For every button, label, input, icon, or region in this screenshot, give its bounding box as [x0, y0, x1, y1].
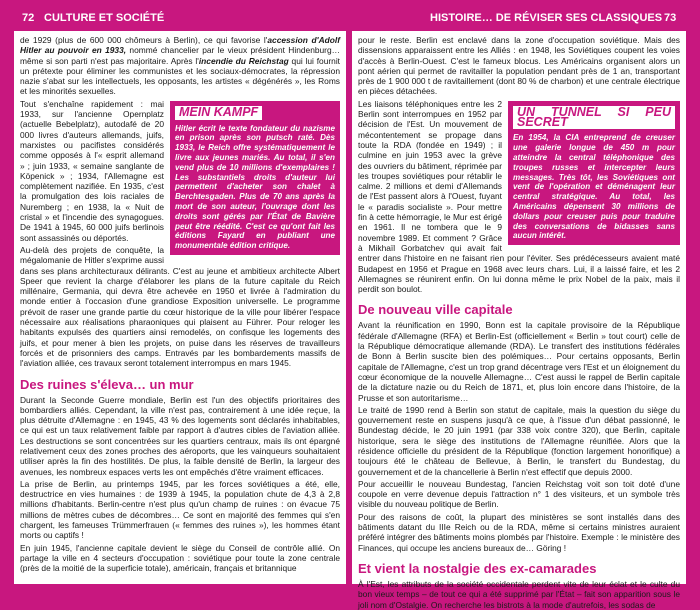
left-paragraph: La prise de Berlin, au printemps 1945, par les forces soviétiques a été, elle, destructrice en vies humaines : de 1939 à 1945, la population chute de 4,3 à 2,8 millions d'habitants. Berlin-centre n'est plus qu'un champ de ruines : on évacue 75 millions de mètres cubes de décombres… Ce sont en majorité des femmes qui s'en chargent, les fameuses Trümmerfrauen (« femmes des ruines »), les hommes étant morts ou captifs !	[20, 478, 340, 541]
box-body: Hitler écrit le texte fondateur du nazisme en prison après son putsch raté. Dès 1933, le Reich offre systématiquement le livre aux jeunes mariés. Au total, il s'en vend plus de 10 millions d'exemplaires ! Les substantiels droits d'auteur lui permettent d'acheter son chalet à Berchtesgaden. Plus de 70 ans après la mort de son auteur, l'ouvrage dont les droits sont gérés par l'État de Bavière peut être réédité. C'est ce qu'ont fait les éditions Fayard en publiant une monumentale édition critique.	[175, 123, 335, 251]
left-paragraph: En juin 1945, l'ancienne capitale devient le siège du Conseil de contrôle allié. On partage la ville en 4 secteurs d'occupation : soviétique pour toute la zone centrale (près de la moitié de la superficie totale), américain, français et britannique	[20, 542, 340, 574]
section-heading: De nouveau ville capitale	[358, 302, 513, 318]
right-paragraph: Le traité de 1990 rend à Berlin son statut de capitale, mais la question du siège du gouvernement reste en suspens jusqu'à ce que, à l'issue d'un débat passionné, le Bundestag décide, le 20 juin 1991 (par 338 voix contre 320), que Berlin, capitale historique, sera le siège des institutions de l'Allemagne réunifiée. Alors que la résidence officielle du président de la République (fonction largement honorifique) a toujours été le château de Bellevue, à Berlin, le transfert du Bundestag, du gouvernement et de la chancellerie à Berlin n'est effectif que depuis 2000.	[358, 404, 680, 477]
left-paragraph: de 1929 (plus de 600 000 chômeurs à Berlin), ce qui favorise l'accession d'Adolf Hitler au pouvoir en 1933, nommé chancelier par le vieux président Hindenburg… même si son parti n'est pas majoritaire. Après l'incendie du Reichstag qui lui fournit un prétexte pour éliminer les communistes et les sociaux-démocrates, la répression nazie s'abat sur les intellectuels, les opposants, les artistes « dégénérés », les Roms et les minorités sexuelles.	[20, 35, 341, 97]
right-page-number: 73	[664, 12, 677, 24]
tunnel-box	[508, 101, 680, 245]
left-paragraph: Tout s'enchaîne rapidement : mai 1933, sur l'ancienne Opernplatz (actuelle Bebelplatz), autodafé de 20 000 livres d'auteurs allemands, juifs, marxistes ou pacifistes considérés comme opposés à l'« esprit allemand » ; juin 1933, « semaine sanglante de Köpenick » ; 1934, l'Allemagne est complètement nazifiée. En 1935, c'est la promulgation des lois raciales de Nuremberg ; en 1938, la « Nuit de cristal » et l'incendie des synagogues. De 1941 à 1945, 60 000 juifs berlinois sont assassinés ou déportés.	[20, 98, 164, 243]
left-thumb-tab	[0, 130, 14, 188]
section-heading: Des ruines s'éleva… un mur	[20, 376, 194, 392]
right-paragraph: Pour accueillir le nouveau Bundestag, l'ancien Reichstag voit son toit doté d'une coupole en verre devenue depuis l'attraction n° 1 des visiteurs, et un symbole très visible du nouveau politique de Berlin.	[358, 478, 680, 510]
right-paragraph: Les liaisons téléphoniques entre les 2 Berlin sont interrompues en 1952 par décision de l'Est. Un mouvement de mécontentement se propage dans toute la RDA (fondée en 1949) ; il culmine en juin 1953 avec la grève des ouvriers du bâtiment, réprimée par les troupes soviétiques pour rétablir le calme. 2 millions et demi d'Allemands de l'Est passent alors à l'Ouest, fuyant le « paradis socialiste ». Pour mettre fin à cette hémorragie, le Mur est érigé en 1961. Il ne tombera que le 9 novembre 1989. Et comment ? Grâce à Mikhaïl Gorbatchev qui avait fait entrer dans l'histoire en ne faisant rien pour l'éviter. Ses prédécesseurs avaient maté Budapest en 1956 et Prague en 1968 avec leurs chars. Lui, il a laissé faire, et les 2 Allemagnes se réunirent enfin. On lui donna même le prix Nobel de la paix, mais il perdit son boulot.	[358, 98, 680, 295]
box-title: MEIN KAMPF	[174, 105, 263, 121]
box-title: UN TUNNEL SI PEU SECRET	[512, 105, 676, 131]
section-heading: Et vient la nostalgie des ex-camarades	[358, 560, 597, 576]
mein-kampf-box	[170, 101, 340, 255]
box-body: En 1954, la CIA entreprend de creuser une galerie longue de 450 m pour atteindre la central téléphonique des troupes russes et intercepter leurs messages. Très tôt, les Soviétiques ont vent de l'opération et déménagent leur central stratégique. Au total, les Américains dépensent 30 millions de dollars pour creuser puis pour traduire des conversations de bidasses sans aucun intérêt.	[513, 133, 675, 241]
right-page	[352, 31, 686, 610]
left-page-number: 72	[22, 12, 35, 24]
right-paragraph: pour le reste. Berlin est enclavé dans la zone d'occupation soviétique. Mais des dissensions apparaissent entre les Alliés : en 1948, les Soviétiques coupent les voies d'accès à Berlin-Ouest. C'est le fameux blocus. Les Américains organisent alors un pont aérien qui permet de ravitailler la population pendant près de 1 an, transportant près de 1 900 000 t de ravitaillement (dont 80 % de charbon) et une centrale électrique en pièces détachées.	[358, 35, 680, 97]
right-section-title: HISTOIRE… DE RÉVISER SES CLASSIQUES	[430, 12, 663, 24]
left-page	[14, 31, 346, 584]
right-paragraph: À l'Est, les attributs de la société occidentale perdent vite de leur éclat et le culte du bon vieux temps – de tout ce qui a été supprimé par l'État – fait son apparition sous le joli nom d'Ostalgie. On recherche les bistrots à la mode d'autrefois, les sodas de	[358, 578, 680, 610]
header-bar	[0, 0, 700, 31]
left-section-title: CULTURE ET SOCIÉTÉ	[44, 12, 165, 24]
left-paragraph: Au-delà des projets de conquête, la mégalomanie de Hitler s'exprime aussi dans ses plans architecturaux délirants. C'est au jeune et ambitieux architecte Albert Speer que revient la charge d'élaborer les plans de la future capitale du Reich millénaire, Germania, qui devra être achevée en 1950 et livrée à l'admiration du monde entier à l'occasion d'une grandiose Exposition universelle. Le programme prévoit de raser une grande partie du cœur historique de la ville pour libérer l'espace nécessaire aux réalisations pharaoniques qui plaisent au Führer. Pour reloger les habitants expulsés des quartiers ainsi remodelés, on confisque les logements des juifs, et pour mener à bien les projets, on puise dans les réserves de travailleurs forcés et de prisonniers des camps. Entravés par les bombardements massifs de l'aviation alliée, ces travaux seront totalement interrompus en mars 1945.	[20, 244, 340, 369]
right-paragraph: Pour des raisons de coût, la plupart des ministères se sont installés dans des bâtiments datant du IIIe Reich ou de la RDA, même si certains ministres auraient préféré intégrer des bâtiments moins plombés par l'histoire. Exemple : le ministère des Finances, qui occupe les anciens bureaux de… Göring !	[358, 511, 680, 553]
left-paragraph: Durant la Seconde Guerre mondiale, Berlin est l'un des objectifs prioritaires des bombardiers alliés. Cependant, la ville n'est pas, contrairement à une idée reçue, la plus détruite d'Allemagne : en 1945, 43 % des logements sont déclarés inhabitables, ce qui est un taux relativement faible par rapport à d'autres cibles de l'aviation alliée. Les destructions se sont concentrées sur les quartiers centraux, mais ils ont épargné relativement ceux des zones proches des aéroports, que les vainqueurs souhaitaient utiliser après la fin des hostilités. De plus, la faible densité de Berlin, la largeur des avenues, les nombreux espaces verts les ont empêchés d'être vraiment efficaces.	[20, 394, 340, 477]
right-thumb-tab	[686, 130, 700, 188]
right-paragraph: Avant la réunification en 1990, Bonn est la capitale provisoire de la République fédérale d'Allemagne (RFA) et Berlin-Est (officiellement « Berlin » tout court) celle de la République démocratique allemande (RDA). Le transfert des institutions fédérales de Bonn à Berlin suscite bien des polémiques… Pour certains opposants, Berlin capitale de l'Allemagne, c'est un trop grand décentrage vers l'Est et un éloignement du cœur économique de la nouvelle Allemagne… C'est aussi le rappel de Berlin capitale de la dictature nazie ou du Reich de 1871, et, plus loin encore dans l'histoire, de la Prusse et son autoritarisme…	[358, 320, 680, 403]
